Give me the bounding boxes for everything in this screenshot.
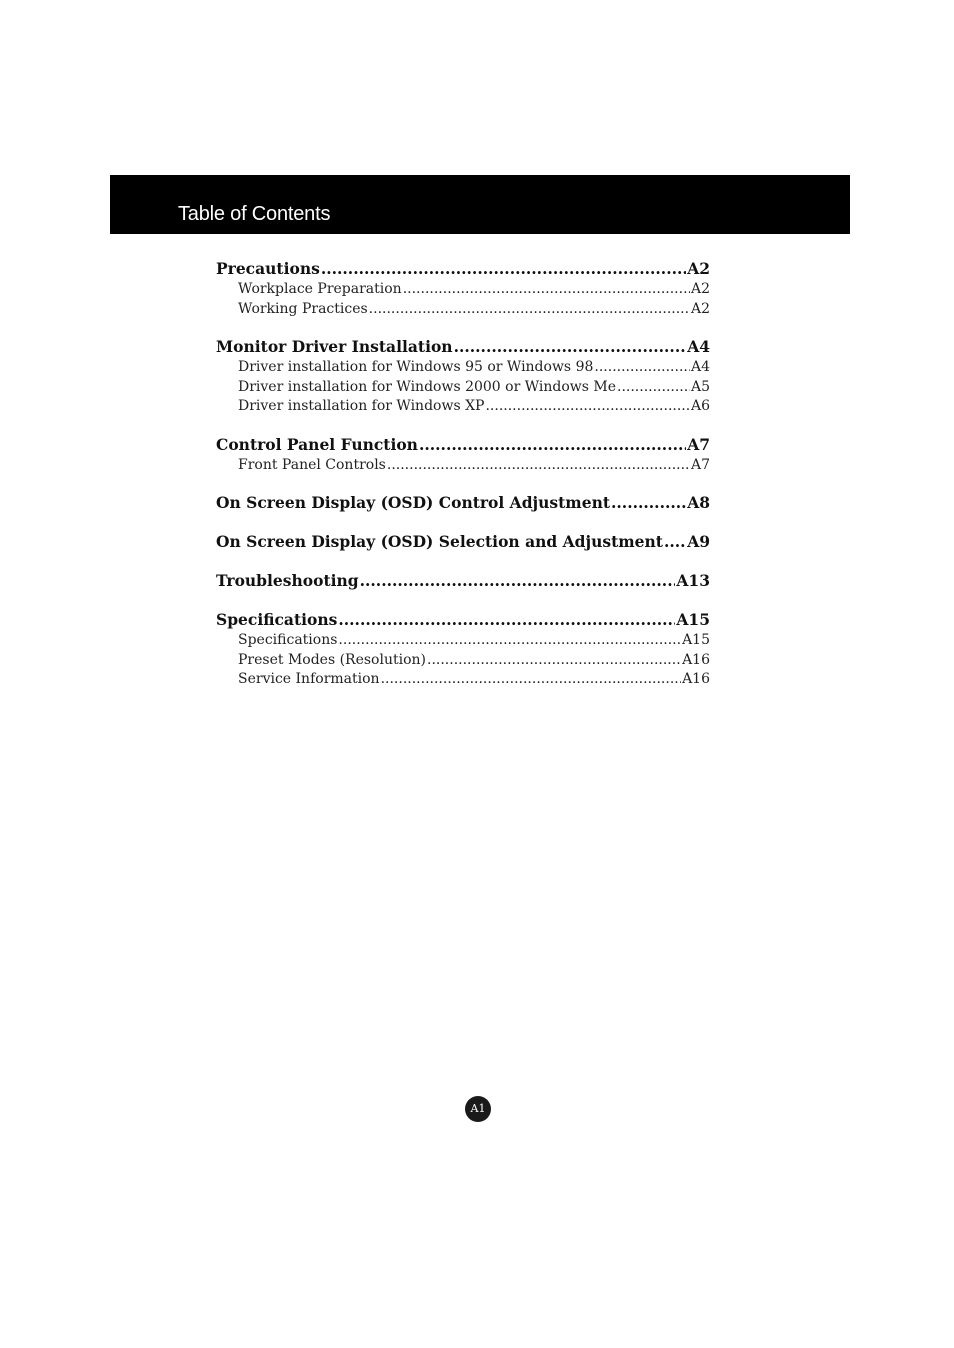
toc-entry[interactable]: [216, 258, 710, 280]
toc-entry-title: Precautions: [216, 259, 320, 278]
dot-leader: [321, 258, 686, 280]
toc-subentry[interactable]: [216, 651, 710, 671]
toc-subentry[interactable]: [216, 397, 710, 417]
toc-entry-page: A13: [676, 571, 710, 590]
toc-section: [216, 258, 710, 319]
toc-subentry[interactable]: [216, 280, 710, 300]
toc-subentry-title: Driver installation for Windows 2000 or Windows Me: [238, 378, 616, 395]
dot-leader: [427, 651, 681, 671]
toc-entry-title: Troubleshooting: [216, 571, 359, 590]
toc-entry-title: Control Panel Function: [216, 434, 418, 454]
toc-entry[interactable]: [216, 492, 710, 514]
dot-leader: [369, 300, 690, 320]
toc-entry-title: Specifications: [216, 610, 338, 629]
toc-subentry-title: Driver installation for Windows 95 or Windows 98: [238, 359, 594, 375]
toc-entry[interactable]: [216, 336, 710, 358]
dot-leader: [594, 358, 690, 378]
toc-subentry-page: A4: [690, 359, 710, 375]
toc-section: [216, 492, 710, 514]
toc-subentry[interactable]: [216, 456, 710, 476]
toc-section: [216, 531, 710, 553]
toc-subentry-title: Service Information: [238, 671, 380, 687]
dot-leader: [338, 631, 681, 651]
dot-leader: [403, 280, 690, 300]
toc-subentry[interactable]: [216, 631, 710, 651]
toc-entry-title: Monitor Driver Installation: [216, 337, 453, 356]
table-of-contents: [216, 258, 710, 707]
toc-subentry-page: A2: [690, 300, 710, 317]
toc-entry[interactable]: [216, 434, 710, 456]
toc-entry-page: A2: [687, 259, 710, 278]
toc-subentry-page: A7: [690, 456, 710, 473]
dot-leader: [617, 378, 690, 398]
dot-leader: [387, 456, 690, 476]
toc-subentry[interactable]: [216, 378, 710, 398]
toc-section: [216, 434, 710, 476]
toc-subentry-title: Working Practices: [238, 300, 368, 317]
toc-section: [216, 336, 710, 417]
toc-entry[interactable]: [216, 570, 710, 592]
dot-leader: [454, 336, 687, 358]
toc-entry[interactable]: [216, 609, 710, 631]
dot-leader: [338, 609, 675, 631]
toc-subentry-page: A6: [690, 398, 710, 414]
toc-subentry[interactable]: [216, 670, 710, 690]
toc-subentry[interactable]: [216, 300, 710, 320]
toc-subentry-page: A15: [682, 632, 710, 648]
toc-entry[interactable]: [216, 531, 710, 553]
toc-subentry-title: Specifications: [238, 632, 338, 648]
toc-subentry[interactable]: [216, 358, 710, 378]
toc-section: [216, 570, 710, 592]
dot-leader: [360, 570, 676, 592]
toc-entry-title: On Screen Display (OSD) Control Adjustment: [216, 493, 610, 512]
toc-subentry-title: Front Panel Controls: [238, 456, 386, 473]
toc-subentry-page: A16: [682, 651, 710, 668]
toc-subentry-title: Workplace Preparation: [238, 281, 402, 297]
dot-leader: [485, 397, 689, 417]
toc-subentry-title: Driver installation for Windows XP: [238, 398, 485, 414]
toc-subentry-page: A16: [682, 671, 710, 687]
toc-entry-page: A8: [687, 493, 710, 512]
toc-subentry-title: Preset Modes (Resolution): [238, 651, 426, 668]
dot-leader: [611, 492, 686, 514]
dot-leader: [664, 531, 686, 553]
dot-leader: [419, 434, 686, 456]
toc-entry-title: On Screen Display (OSD) Selection and Adjustment: [216, 532, 663, 551]
page-number-badge: A1: [465, 1096, 491, 1122]
dot-leader: [381, 670, 682, 690]
toc-entry-page: A9: [687, 532, 710, 551]
toc-entry-page: A4: [687, 337, 710, 356]
page-title: Table of Contents: [178, 203, 331, 225]
toc-section: [216, 609, 710, 690]
header-bar: [110, 175, 850, 234]
toc-subentry-page: A2: [690, 281, 710, 297]
toc-entry-page: A7: [687, 434, 710, 454]
toc-entry-page: A15: [676, 610, 710, 629]
toc-subentry-page: A5: [690, 378, 710, 395]
